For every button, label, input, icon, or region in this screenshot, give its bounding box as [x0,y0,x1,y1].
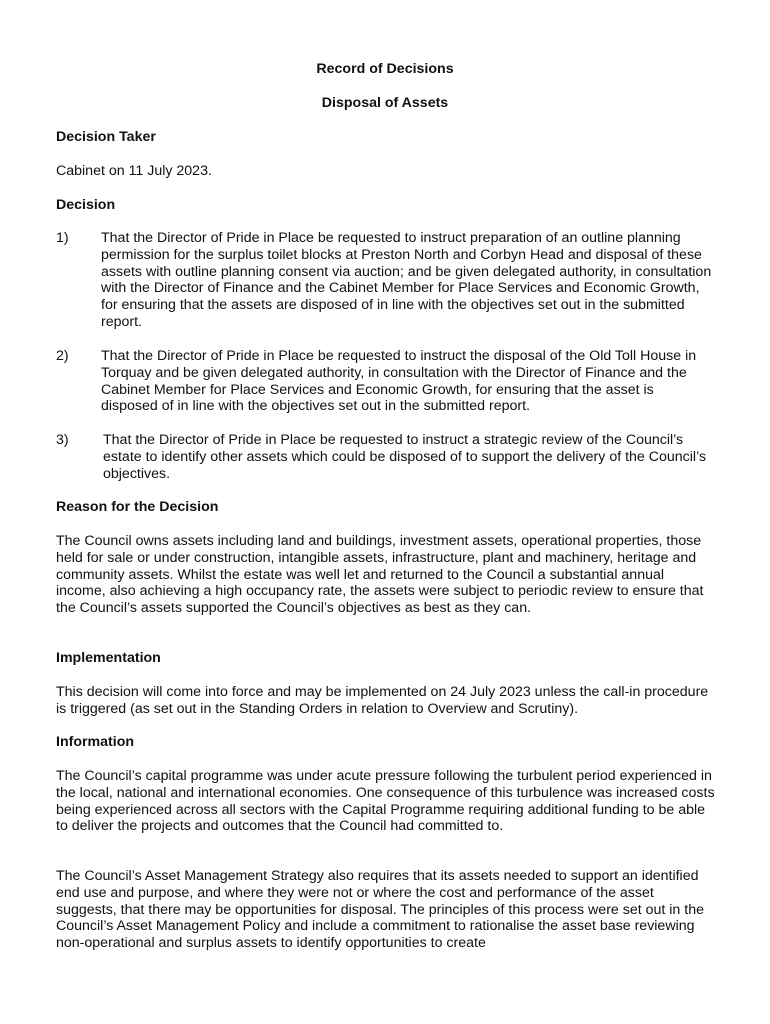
decision-item-text: That the Director of Pride in Place be requested to instruct preparation of an outline planning permission for the surplus toilet blocks at Preston North and Corbyn Head and disposal of these assets with outline planning consent via auction; and be given delegated authority, in consultation with the Director of Finance and the Cabinet Member for Place Services and Economic Growth, for ensuring that the assets are disposed of in line with the objectives set out in the submitted report. [101,230,712,330]
decision-item-text: That the Director of Pride in Place be requested to instruct a strategic review of the Council’s estate to identify other assets which could be disposed of to support the delivery of the Council’s objectives. [103,432,707,482]
information-paragraph: The Council’s Asset Management Strategy also requires that its assets needed to support an identified end use and purpose, and where they were not or where the cost and performance of the asset suggests, that there may be opportunities for disposal. The principles of this process were set out in the Council’s Asset Management Policy and include a commitment to rationalise the asset base reviewing non-operational and surplus assets to identify opportunities to create [56,868,704,952]
decision-item-text: That the Director of Pride in Place be requested to instruct the disposal of the Old Toll House in Torquay and be given delegated authority, in consultation with the Director of Finance and the Cabinet Member for Place Services and Economic Growth, for ensuring that the asset is disposed of in line with the objectives set out in the submitted report. [101,348,697,415]
reason-text: The Council owns assets including land and buildings, investment assets, operational properties, those held for sale or under construction, intangible assets, infrastructure, plant and machinery, heritage and community assets. Whilst the estate was well let and returned to the Council a substantial annual income, also achieving a high occupancy rate, the assets were subject to periodic review to ensure that the Council’s assets supported the Council’s objectives as best as they can. [56,533,704,617]
decision-heading: Decision [56,197,116,213]
decision-item-number: 2) [56,348,69,364]
decision-taker-heading: Decision Taker [56,129,156,145]
reason-heading: Reason for the Decision [56,499,219,515]
decision-item-number: 1) [56,230,69,246]
document-title: Record of Decisions [316,61,454,77]
information-paragraph: The Council’s capital programme was under acute pressure following the turbulent period experienced in the local, national and international economies. One consequence of this turbulence was increased costs being experienced across all sectors with the Capital Programme requiring additional funding to be able to deliver the projects and outcomes that the Council had committed to. [56,768,715,835]
document-subtitle: Disposal of Assets [321,95,449,111]
decision-item-number: 3) [56,432,69,448]
decision-taker-text: Cabinet on 11 July 2023. [56,163,212,179]
implementation-heading: Implementation [56,650,161,666]
implementation-text: This decision will come into force and may be implemented on 24 July 2023 unless the call-in procedure is triggered (as set out in the Standing Orders in relation to Overview and Scrutiny). [56,684,709,717]
information-heading: Information [56,734,135,750]
